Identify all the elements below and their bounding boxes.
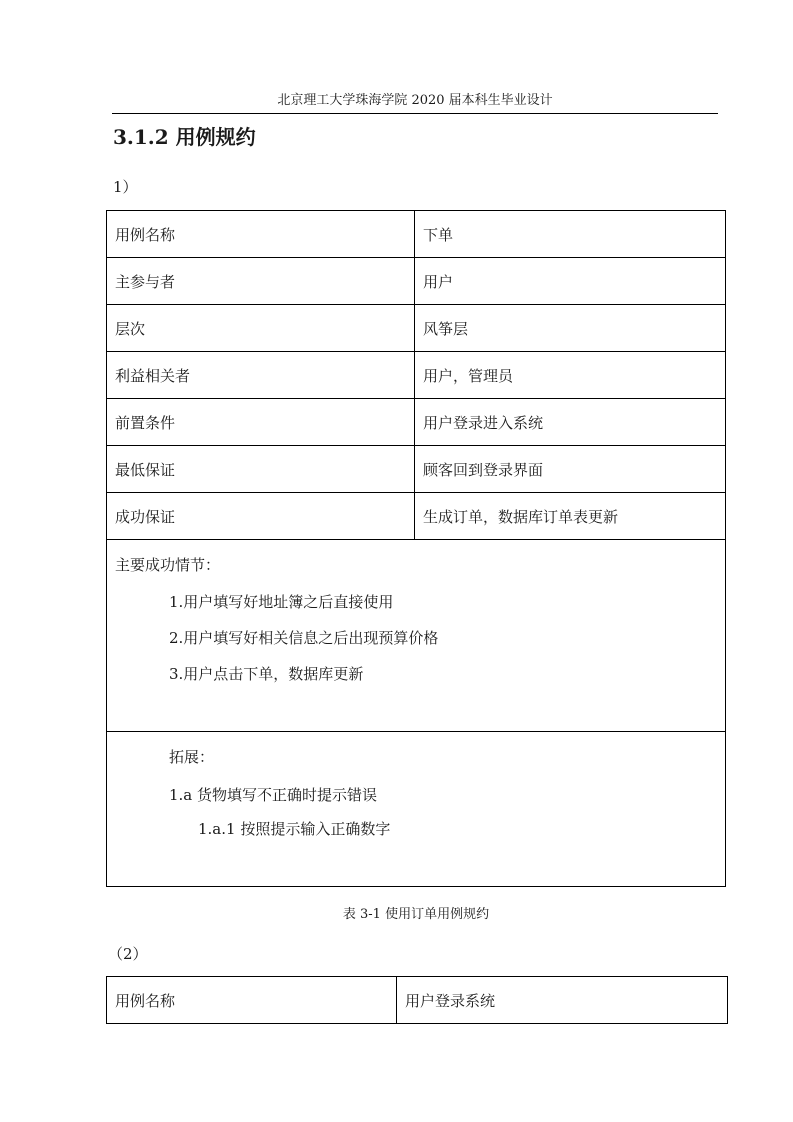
scenario-step: 1.用户填写好地址簿之后直接使用 — [169, 593, 394, 611]
table-cell-value: 下单 — [415, 211, 726, 258]
table-cell-key: 最低保证 — [107, 446, 415, 493]
page-header-title: 北京理工大学珠海学院 2020 届本科生毕业设计 — [277, 93, 553, 108]
table-row — [107, 258, 726, 305]
table-row — [107, 305, 726, 352]
use-case-table-login — [106, 976, 728, 1024]
header-divider — [112, 113, 718, 114]
table-row — [107, 399, 726, 446]
table-row — [107, 446, 726, 493]
table-row — [107, 352, 726, 399]
table-cell-key: 层次 — [107, 305, 415, 352]
table-row-main-scenario — [107, 540, 726, 732]
scenario-step: 3.用户点击下单，数据库更新 — [169, 665, 364, 683]
table-cell-value: 生成订单，数据库订单表更新 — [415, 493, 726, 540]
extension-line: 1.a 货物填写不正确时提示错误 — [169, 786, 378, 804]
table-row — [107, 493, 726, 540]
table-cell-key: 用例名称 — [107, 977, 397, 1024]
table1-caption: 表 3-1 使用订单用例规约 — [342, 907, 490, 922]
table-cell-value: 用户登录系统 — [397, 977, 728, 1024]
table1-label: 1） — [113, 178, 138, 196]
table-cell-value: 风筝层 — [415, 305, 726, 352]
table-cell-value: 用户 — [415, 258, 726, 305]
table-row — [107, 977, 728, 1024]
use-case-table-order — [106, 210, 726, 887]
section-title: 3.1.2 用例规约 — [113, 125, 256, 149]
table-cell-key: 用例名称 — [107, 211, 415, 258]
table-cell-key: 成功保证 — [107, 493, 415, 540]
table-row-extension — [107, 732, 726, 887]
extension-subline: 1.a.1 按照提示输入正确数字 — [198, 820, 391, 838]
extension-heading: 拓展： — [169, 748, 215, 766]
main-scenario-cell — [107, 540, 726, 732]
table2-label: （2） — [108, 945, 148, 963]
table-cell-key: 利益相关者 — [107, 352, 415, 399]
main-scenario-heading: 主要成功情节： — [115, 556, 221, 574]
table-cell-value: 用户，管理员 — [415, 352, 726, 399]
table-row — [107, 211, 726, 258]
table-cell-key: 前置条件 — [107, 399, 415, 446]
table-cell-key: 主参与者 — [107, 258, 415, 305]
scenario-step: 2.用户填写好相关信息之后出现预算价格 — [169, 629, 439, 647]
table-cell-value: 用户登录进入系统 — [415, 399, 726, 446]
extension-cell — [107, 732, 726, 887]
table-cell-value: 顾客回到登录界面 — [415, 446, 726, 493]
